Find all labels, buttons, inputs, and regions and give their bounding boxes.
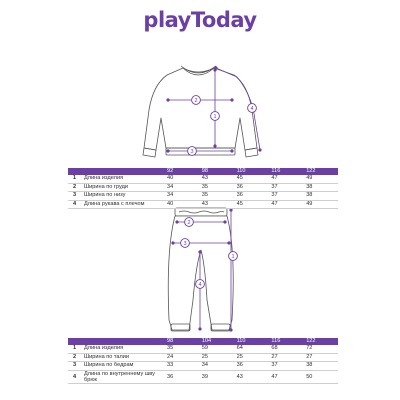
cell-value: 47 (268, 370, 303, 384)
marker-label: 3 (190, 149, 194, 155)
cell-value: 35 (164, 345, 199, 353)
row-number: 2 (68, 353, 81, 361)
table-row (68, 362, 338, 370)
cell-value: 47 (268, 200, 303, 208)
table-row (68, 345, 338, 353)
row-number: 4 (68, 370, 81, 384)
table-row (68, 370, 338, 384)
cell-value: 36 (234, 192, 269, 200)
cell-value: 33 (164, 362, 199, 370)
cell-value: 40 (164, 200, 199, 208)
cell-value: 37 (268, 362, 303, 370)
cell-value: 43 (199, 175, 234, 183)
marker-label: 4 (198, 282, 202, 288)
size-header: 122 (303, 338, 338, 345)
row-number: 1 (68, 345, 81, 353)
cell-value: 27 (303, 353, 338, 361)
row-number: 2 (68, 183, 81, 191)
table-row (68, 175, 338, 183)
marker-label: 4 (250, 106, 254, 112)
cell-value: 25 (234, 353, 269, 361)
size-header: 110 (234, 338, 269, 345)
marker-label: 1 (213, 114, 217, 120)
size-header: 104 (199, 338, 234, 345)
cell-value: 34 (164, 183, 199, 191)
cell-value: 37 (268, 183, 303, 191)
row-label: Ширина по талии (81, 353, 164, 361)
table-row (68, 183, 338, 191)
row-number: 3 (68, 192, 81, 200)
row-number: 1 (68, 175, 81, 183)
cell-value: 49 (303, 200, 338, 208)
size-header-row (68, 338, 338, 345)
row-label: Ширина по груди (81, 183, 164, 191)
row-number: 4 (68, 200, 81, 208)
size-header: 116 (268, 338, 303, 345)
row-label: Длина рукава с плечом (81, 200, 164, 208)
cell-value: 25 (199, 353, 234, 361)
marker-label: 2 (194, 98, 198, 104)
cell-value: 38 (303, 192, 338, 200)
size-header: 122 (303, 168, 338, 175)
cell-value: 24 (164, 353, 199, 361)
table-row (68, 353, 338, 361)
cell-value: 37 (268, 192, 303, 200)
size-header: 110 (234, 168, 269, 175)
cell-value: 40 (164, 175, 199, 183)
cell-value: 27 (268, 353, 303, 361)
sweatshirt-size-table (68, 168, 338, 209)
cell-value: 50 (303, 370, 338, 384)
cell-value: 39 (199, 370, 234, 384)
cell-value: 64 (234, 345, 269, 353)
marker-label: 1 (231, 254, 235, 260)
cell-value: 38 (303, 183, 338, 191)
marker-label: 2 (187, 220, 191, 226)
cell-value: 43 (199, 200, 234, 208)
row-label: Ширина по низу (81, 192, 164, 200)
cell-value: 35 (199, 183, 234, 191)
size-header: 116 (268, 168, 303, 175)
size-header: 98 (164, 338, 199, 345)
cell-value: 36 (234, 183, 269, 191)
cell-value: 34 (164, 192, 199, 200)
row-label: Длина изделия (81, 175, 164, 183)
cell-value: 34 (199, 362, 234, 370)
cell-value: 49 (303, 175, 338, 183)
size-header: 98 (199, 168, 234, 175)
cell-value: 36 (234, 362, 269, 370)
cell-value: 47 (268, 175, 303, 183)
pants-size-table (68, 338, 338, 384)
row-label: Ширина по бедрам (81, 362, 164, 370)
cell-value: 68 (268, 345, 303, 353)
marker-label: 3 (183, 241, 187, 247)
cell-value: 45 (234, 175, 269, 183)
table-row (68, 200, 338, 208)
size-header-row (68, 168, 338, 175)
cell-value: 36 (164, 370, 199, 384)
table-row (68, 192, 338, 200)
row-number: 3 (68, 362, 81, 370)
size-header: 92 (164, 168, 199, 175)
brand-logo: playToday (143, 8, 257, 32)
row-label: Длина изделия (81, 345, 164, 353)
cell-value: 38 (303, 362, 338, 370)
cell-value: 72 (303, 345, 338, 353)
row-label: Длина по внутреннему шву брюк (81, 370, 164, 384)
cell-value: 43 (234, 370, 269, 384)
cell-value: 59 (199, 345, 234, 353)
cell-value: 45 (234, 200, 269, 208)
cell-value: 35 (199, 192, 234, 200)
